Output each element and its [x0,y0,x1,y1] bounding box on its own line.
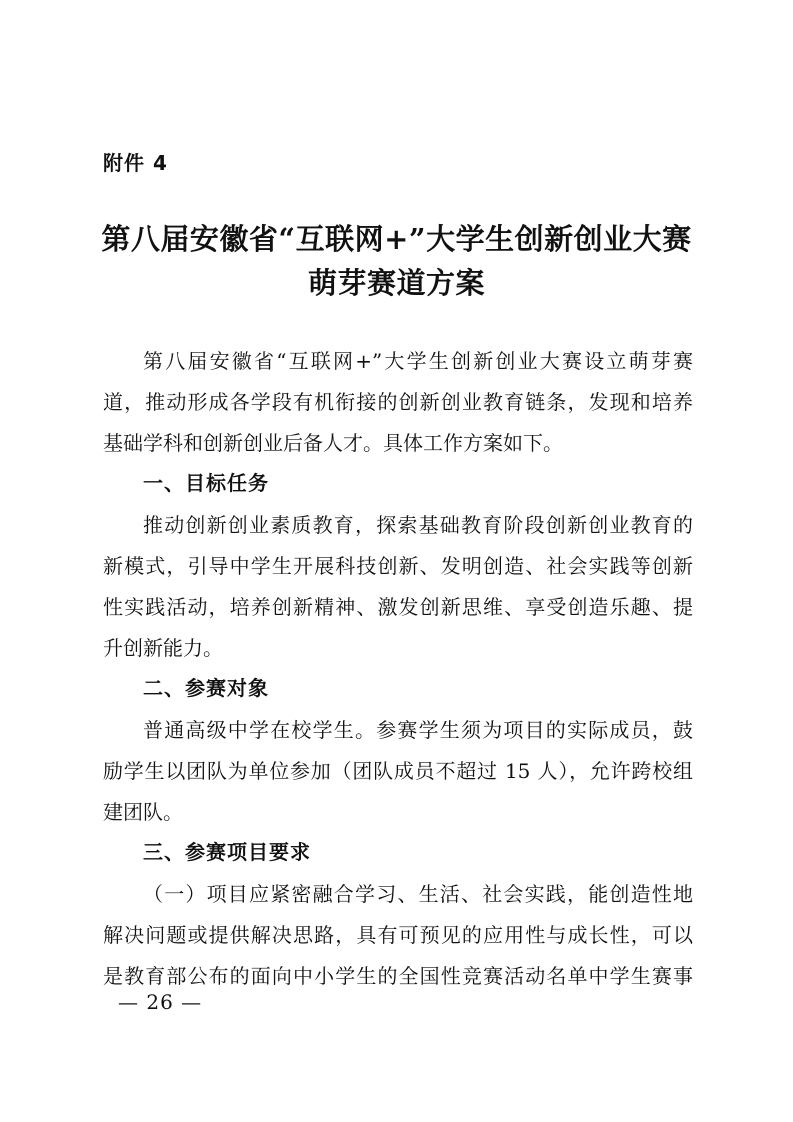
section-2-heading: 二、参赛对象 [143,676,269,700]
section-2-paragraph [103,710,693,833]
attachment-label: 附件 4 [103,151,168,175]
page-number: — 26 — [118,990,203,1014]
section-3-line-2: 解决问题或提供解决思路，具有可预见的应用性与成长性，可以 [103,923,693,947]
section-1-heading: 一、目标任务 [143,471,269,495]
document-title [60,217,733,305]
section-3-paragraph [103,874,693,997]
section-1-line-4: 升创新能力。 [103,636,223,660]
section-3-line-1: （一）项目应紧密融合学习、生活、社会实践，能创造性地 [143,882,693,906]
section-1-line-2: 新模式，引导中学生开展科技创新、发明创造、社会实践等创新 [103,554,693,578]
intro-line-3: 基础学科和创新创业后备人才。具体工作方案如下。 [103,431,563,455]
title-line-1: 第八届安徽省“互联网+”大学生创新创业大赛 [101,222,692,256]
section-1-paragraph [103,505,693,669]
section-1-line-1: 推动创新创业素质教育，探索基础教育阶段创新创业教育的 [143,513,693,537]
intro-line-1: 第八届安徽省“互联网+”大学生创新创业大赛设立萌芽赛 [143,349,693,373]
intro-line-2: 道，推动形成各学段有机衔接的创新创业教育链条，发现和培养 [103,390,693,414]
title-line-2: 萌芽赛道方案 [307,266,485,300]
section-3-heading: 三、参赛项目要求 [143,840,311,864]
section-2-line-3: 建团队。 [103,800,183,824]
section-3-line-3: 是教育部公布的面向中小学生的全国性竞赛活动名单中学生赛事 [103,964,693,988]
section-1-line-3: 性实践活动，培养创新精神、激发创新思维、享受创造乐趣、提 [103,595,693,619]
section-2-line-2: 励学生以团队为单位参加（团队成员不超过 15 人），允许跨校组 [103,759,693,783]
section-2-line-1: 普通高级中学在校学生。参赛学生须为项目的实际成员，鼓 [143,718,693,742]
intro-paragraph [103,341,693,464]
